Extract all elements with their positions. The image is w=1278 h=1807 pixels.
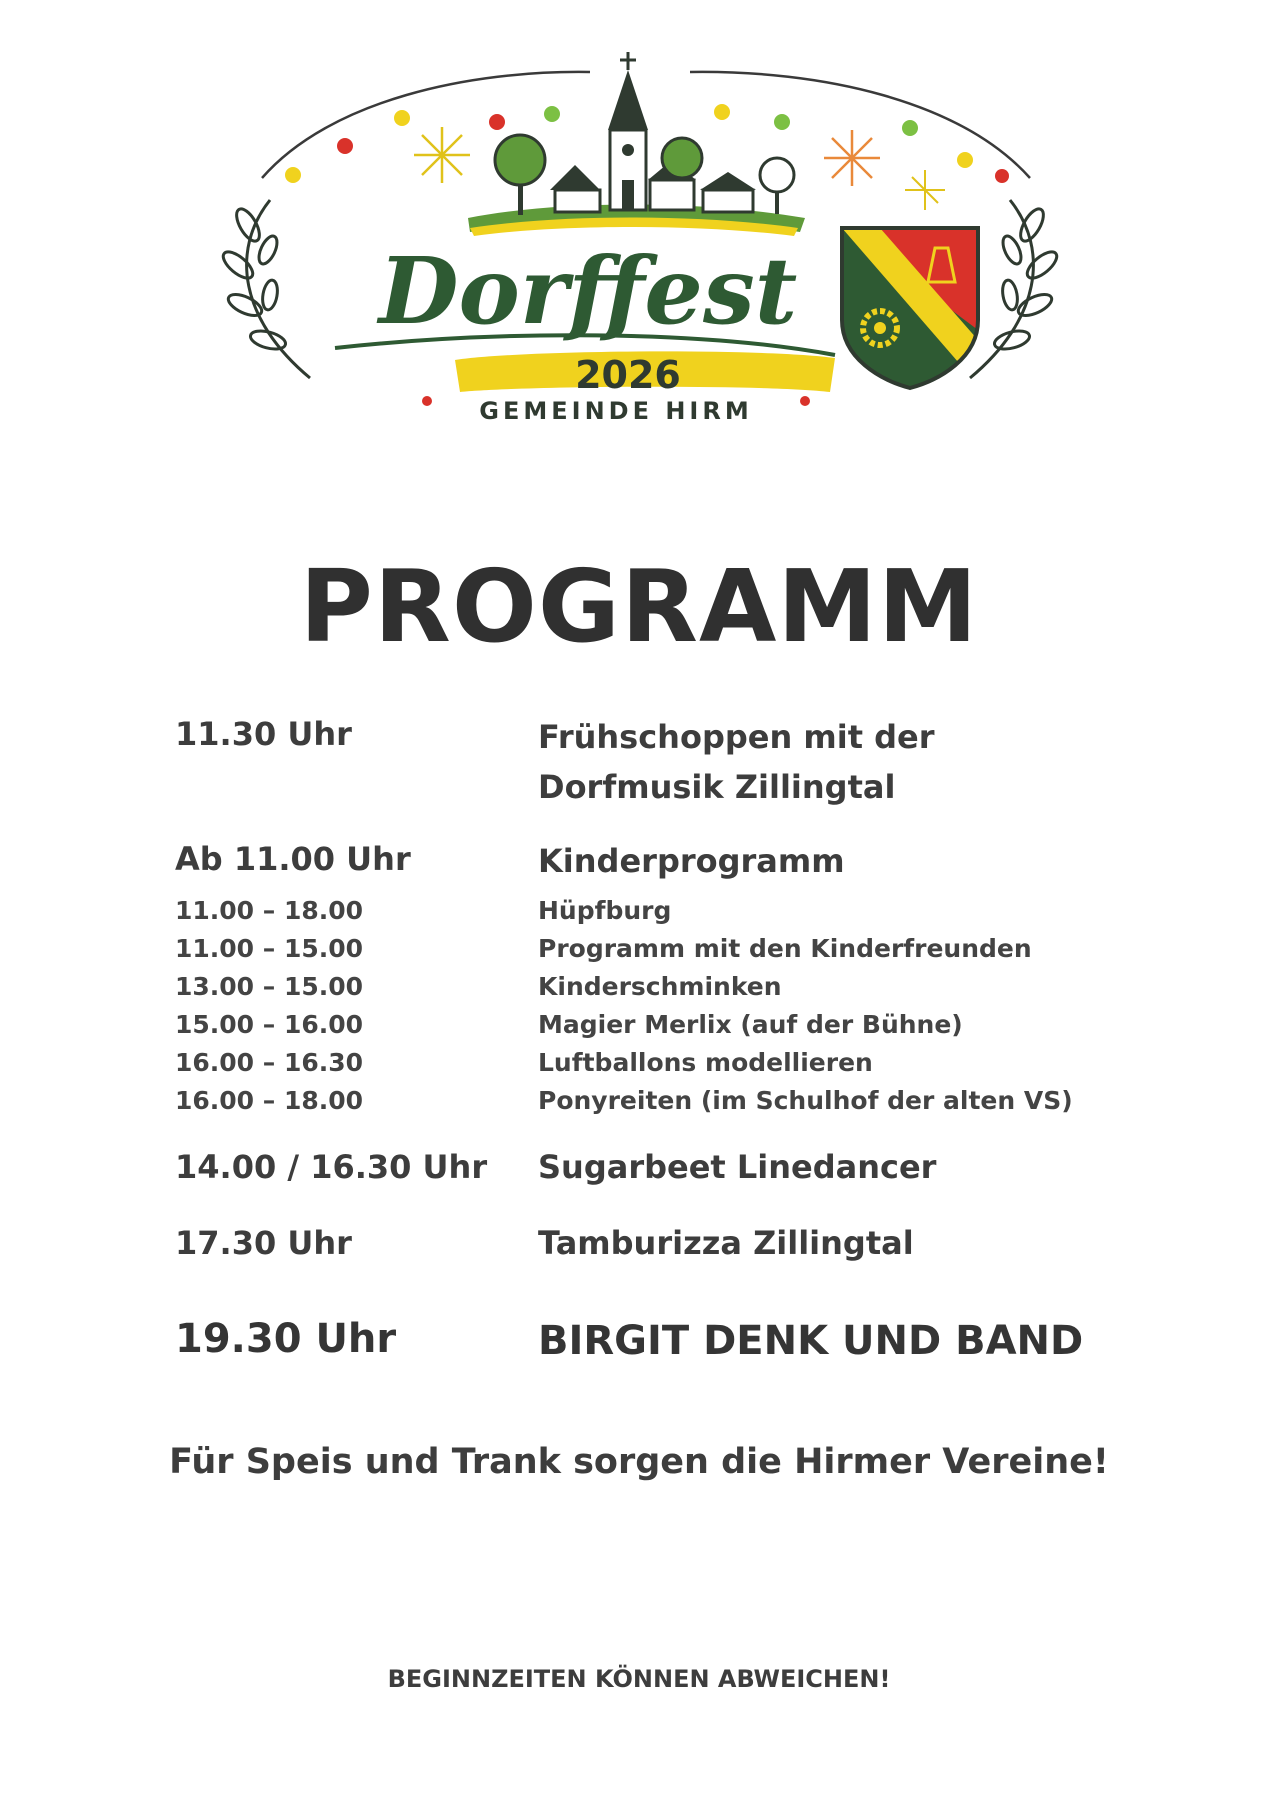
firework-icon-right — [824, 130, 880, 186]
headliner-time: 19.30 Uhr — [175, 1316, 397, 1362]
schedule-time: Ab 11.00 Uhr — [175, 840, 411, 878]
sub-schedule-event: Ponyreiten (im Schulhof der alten VS) — [538, 1086, 1073, 1115]
laurel-icon-right — [970, 200, 1061, 378]
sparkle-icon — [905, 170, 945, 210]
schedule-event: Dorfmusik Zillingtal — [538, 768, 896, 806]
laurel-icon-left — [219, 200, 310, 378]
schedule-time: 14.00 / 16.30 Uhr — [175, 1148, 488, 1186]
firework-icon-left — [414, 127, 470, 183]
schedule-time: 17.30 Uhr — [175, 1224, 352, 1262]
sub-schedule-time: 16.00 – 16.30 — [175, 1048, 364, 1077]
sub-schedule-time: 15.00 – 16.00 — [175, 1010, 364, 1039]
sub-schedule-event: Kinderschminken — [538, 972, 782, 1001]
page-title: PROGRAMM — [299, 548, 979, 665]
dot-right — [800, 396, 810, 406]
coat-of-arms-icon — [842, 228, 978, 390]
start-times-disclaimer: BEGINNZEITEN KÖNNEN ABWEICHEN! — [387, 1665, 891, 1693]
schedule-event: Kinderprogramm — [538, 842, 845, 880]
schedule-event: Frühschoppen mit der — [538, 718, 935, 756]
sub-schedule-event: Magier Merlix (auf der Bühne) — [538, 1010, 963, 1039]
light-string-right — [690, 72, 1030, 178]
sub-schedule-time: 11.00 – 18.00 — [175, 896, 364, 925]
schedule-event: Tamburizza Zillingtal — [538, 1224, 914, 1262]
logo-wordmark: Dorffest — [378, 237, 798, 345]
sub-schedule-event: Luftballons modellieren — [538, 1048, 873, 1077]
sub-schedule-time: 11.00 – 15.00 — [175, 934, 364, 963]
sub-schedule-time: 13.00 – 15.00 — [175, 972, 364, 1001]
headliner-event: BIRGIT DENK UND BAND — [538, 1318, 1084, 1364]
logo-year: 2026 — [575, 353, 681, 397]
logo-municipality: GEMEINDE HIRM — [479, 397, 753, 425]
sub-schedule-time: 16.00 – 18.00 — [175, 1086, 364, 1115]
village-illustration — [468, 52, 805, 236]
dorffest-logo — [0, 0, 1278, 440]
sub-schedule-event: Hüpfburg — [538, 896, 672, 925]
schedule-time: 11.30 Uhr — [175, 715, 352, 753]
dot-left — [422, 396, 432, 406]
schedule-event: Sugarbeet Linedancer — [538, 1148, 937, 1186]
catering-note: Für Speis und Trank sorgen die Hirmer Vereine! — [169, 1442, 1109, 1482]
sub-schedule-event: Programm mit den Kinderfreunden — [538, 934, 1032, 963]
